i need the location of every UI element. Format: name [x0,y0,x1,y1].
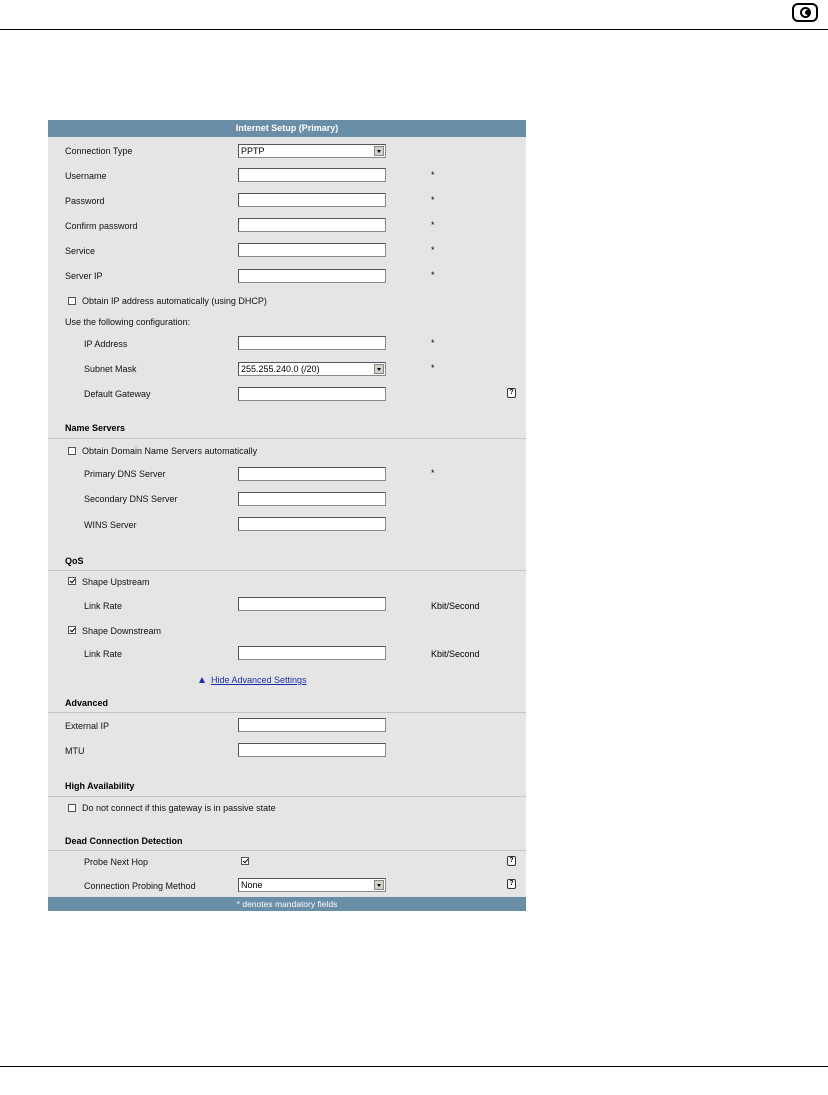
mandatory-footnote: * denotes mandatory fields [48,897,526,911]
secondary-dns-input[interactable] [238,492,386,506]
mandatory-mark: * [431,468,435,478]
up-link-rate-label: Link Rate [84,601,123,611]
advanced-heading: Advanced [65,698,109,708]
subnet-mask-select[interactable] [238,362,386,376]
panel-title: Internet Setup (Primary) [48,120,526,137]
section-divider [48,570,526,571]
passive-state-checkbox[interactable] [68,804,76,812]
mtu-label: MTU [65,746,85,756]
primary-dns-input[interactable] [238,467,386,481]
ip-address-label: IP Address [84,339,128,349]
obtain-ip-label: Obtain IP address automatically (using DHCP) [82,296,267,306]
passive-state-label: Do not connect if this gateway is in passive state [82,803,276,813]
mandatory-mark: * [431,220,435,230]
hide-advanced-settings-link[interactable]: Hide Advanced Settings [211,675,307,685]
connection-type-label: Connection Type [65,146,133,156]
username-input[interactable] [238,168,386,182]
probe-next-hop-label: Probe Next Hop [84,857,149,867]
mtu-input[interactable] [238,743,386,757]
mandatory-mark: * [431,363,435,373]
confirm-password-label: Confirm password [65,221,138,231]
down-link-rate-unit: Kbit/Second [431,649,480,659]
shape-upstream-label: Shape Upstream [82,577,150,587]
down-link-rate-input[interactable] [238,646,386,660]
header-rule [0,29,828,30]
dropdown-arrow-icon[interactable] [374,880,384,890]
primary-dns-label: Primary DNS Server [84,469,166,479]
external-ip-input[interactable] [238,718,386,732]
server-ip-input[interactable] [238,269,386,283]
help-icon[interactable]: ? [507,856,516,866]
wins-server-input[interactable] [238,517,386,531]
probing-method-label: Connection Probing Method [84,881,196,891]
probe-next-hop-checkbox[interactable] [241,857,249,865]
password-input[interactable] [238,193,386,207]
mandatory-mark: * [431,338,435,348]
up-link-rate-unit: Kbit/Second [431,601,480,611]
down-link-rate-label: Link Rate [84,649,123,659]
connection-type-value: PPTP [241,146,265,156]
username-label: Username [65,171,107,181]
section-divider [48,438,526,439]
shape-downstream-label: Shape Downstream [82,626,162,636]
server-ip-label: Server IP [65,271,103,281]
default-gateway-input[interactable] [238,387,386,401]
password-label: Password [65,196,105,206]
dropdown-arrow-icon[interactable] [374,146,384,156]
probing-method-select[interactable] [238,878,386,892]
help-icon[interactable]: ? [507,388,516,398]
name-servers-heading: Name Servers [65,423,126,433]
obtain-dns-label: Obtain Domain Name Servers automatically [82,446,258,456]
logo-icon [792,3,818,22]
dropdown-arrow-icon[interactable] [374,364,384,374]
connection-type-select[interactable] [238,144,386,158]
mandatory-mark: * [431,245,435,255]
probing-method-value: None [241,880,263,890]
subnet-mask-value: 255.255.240.0 (/20) [241,364,320,374]
section-divider [48,850,526,851]
mandatory-mark: * [431,270,435,280]
service-label: Service [65,246,96,256]
mandatory-mark: * [431,170,435,180]
obtain-ip-checkbox[interactable] [68,297,76,305]
obtain-dns-checkbox[interactable] [68,447,76,455]
mandatory-mark: * [431,195,435,205]
shape-upstream-checkbox[interactable] [68,577,76,585]
footer-rule [0,1066,828,1067]
use-following-label: Use the following configuration: [65,317,191,327]
dead-connection-heading: Dead Connection Detection [65,836,183,846]
default-gateway-label: Default Gateway [84,389,151,399]
section-divider [48,796,526,797]
high-availability-heading: High Availability [65,781,135,791]
shape-downstream-checkbox[interactable] [68,626,76,634]
section-divider [48,712,526,713]
secondary-dns-label: Secondary DNS Server [84,494,178,504]
help-icon[interactable]: ? [507,879,516,889]
up-link-rate-input[interactable] [238,597,386,611]
subnet-mask-label: Subnet Mask [84,364,137,374]
collapse-triangle-icon[interactable] [199,677,205,683]
service-input[interactable] [238,243,386,257]
internet-setup-panel [48,120,526,911]
external-ip-label: External IP [65,721,110,731]
wins-server-label: WINS Server [84,520,137,530]
ip-address-input[interactable] [238,336,386,350]
qos-heading: QoS [65,556,84,566]
confirm-password-input[interactable] [238,218,386,232]
